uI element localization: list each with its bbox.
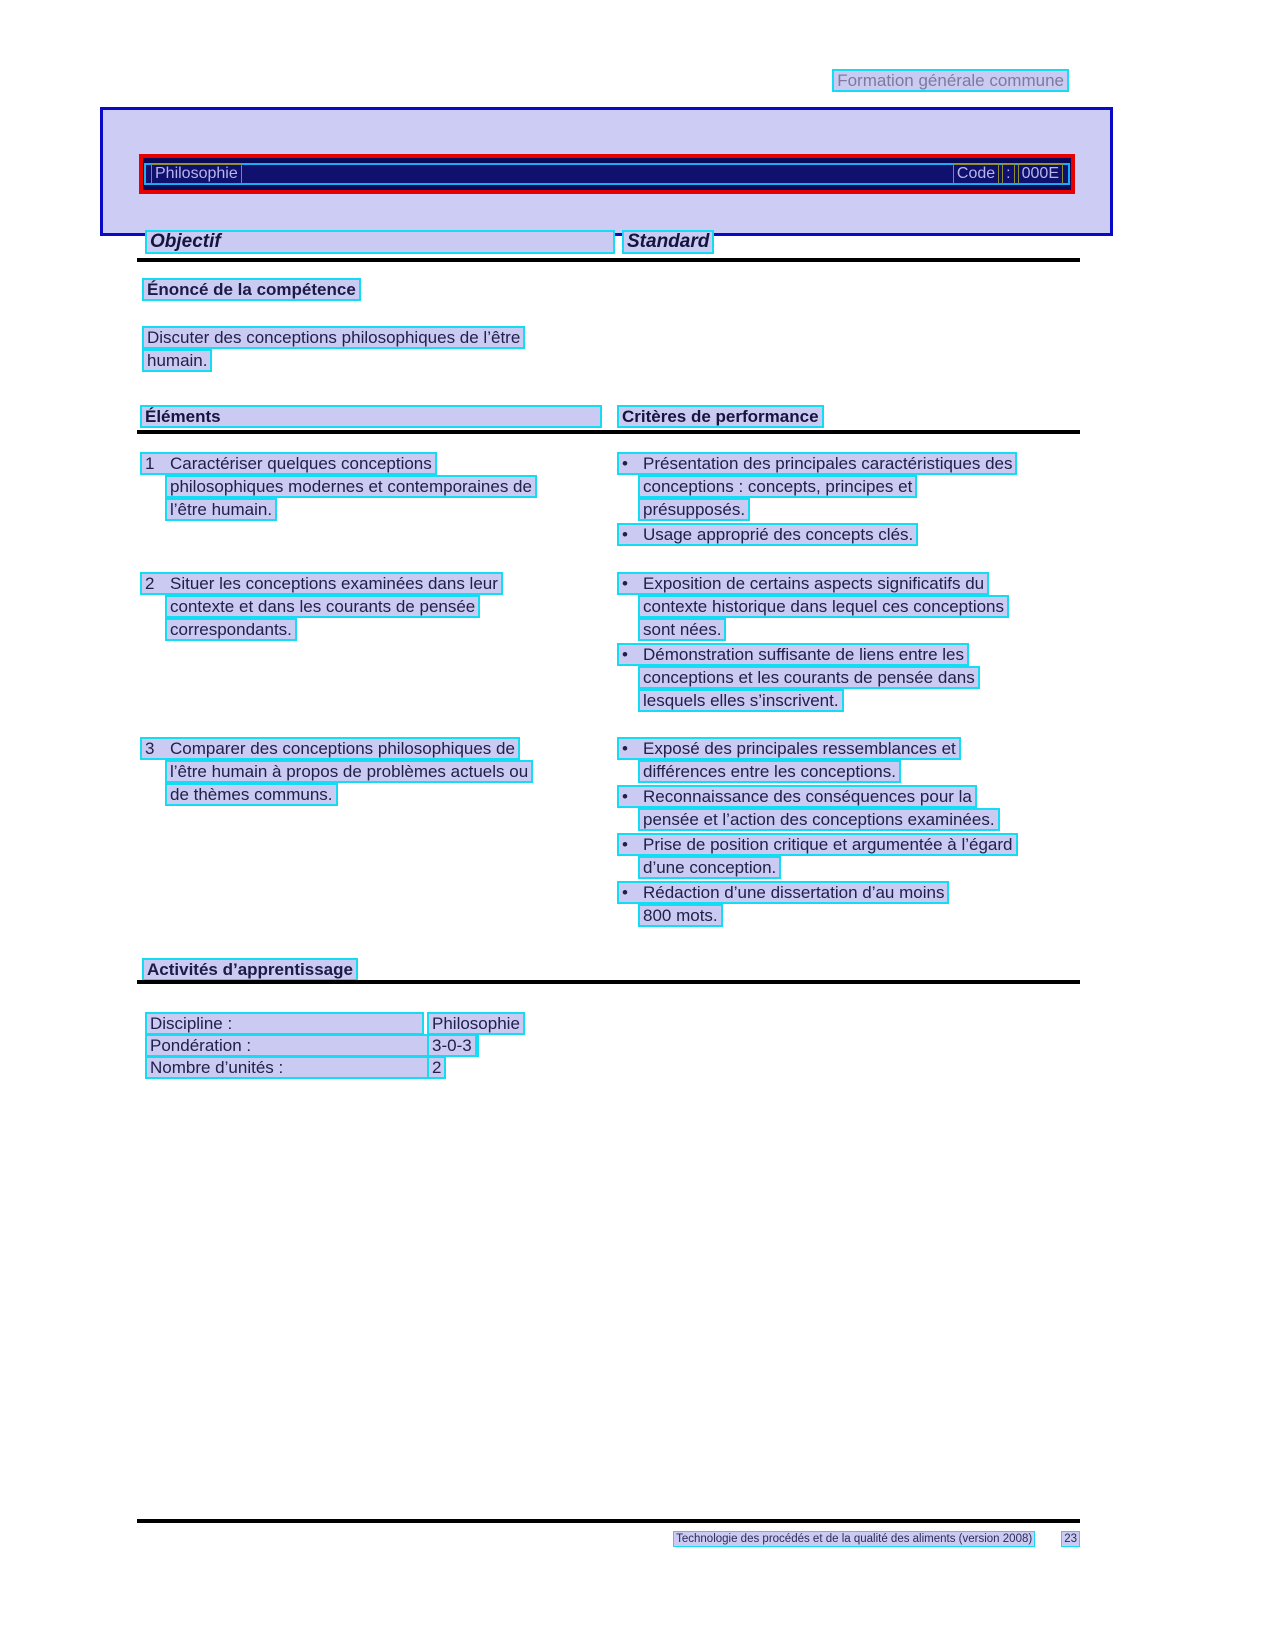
criterion-line: Usage approprié des concepts clés. (643, 525, 914, 544)
criterion-line: Prise de position critique et argumentée à l’égard (643, 835, 1013, 854)
activites-heading: Activités d’apprentissage (142, 958, 358, 981)
divider-rule-activites (137, 980, 1080, 984)
element-number: 3 (145, 739, 155, 758)
field-label: Discipline : (145, 1012, 424, 1035)
competence-line: humain. (142, 349, 212, 372)
activites-heading-row (142, 958, 358, 981)
code-value: 000E (1018, 164, 1063, 184)
divider-rule-top (137, 258, 1080, 262)
element-number: 1 (145, 454, 155, 473)
field-value: 3-0-3 (427, 1034, 477, 1057)
element-line: correspondants. (165, 618, 297, 641)
criterion-line: contexte historique dans lequel ces conceptions (638, 595, 1009, 618)
criterion-line: pensée et l’action des conceptions examinées. (638, 808, 1000, 831)
bullet-icon: • (622, 883, 628, 902)
criterion-line: Démonstration suffisante de liens entre les (643, 645, 964, 664)
element-number: 2 (145, 574, 155, 593)
footer-text: Technologie des procédés et de la qualité des aliments (version 2008) (673, 1531, 1035, 1547)
course-code-group (953, 164, 1063, 184)
criterion-line: lesquels elles s’inscrivent. (638, 689, 844, 712)
competence-heading: Énoncé de la compétence (142, 278, 361, 301)
objectif-heading: Objectif (145, 230, 615, 254)
element-line: contexte et dans les courants de pensée (165, 595, 480, 618)
course-banner-bar (139, 154, 1075, 194)
criterion-line: Présentation des principales caractéristiques des (643, 454, 1013, 473)
bullet-icon: • (622, 645, 628, 664)
element-line: Situer les conceptions examinées dans leur (170, 574, 498, 593)
course-title: Philosophie (151, 164, 242, 184)
competence-heading-row (142, 278, 361, 301)
field-row (145, 1056, 745, 1079)
elements-column-header: Éléments (140, 405, 602, 428)
element-cell (140, 572, 612, 641)
element-line: l’être humain à propos de problèmes actuels ou (165, 760, 533, 783)
criterion-line: Rédaction d’une dissertation d’au moins (643, 883, 945, 902)
footer-page-number: 23 (1061, 1531, 1080, 1547)
field-row (145, 1034, 745, 1057)
running-header-text: Formation générale commune (832, 69, 1069, 92)
criteria-cell (617, 737, 1080, 927)
element-line: philosophiques modernes et contemporaines de (165, 475, 537, 498)
criteria-cell (617, 572, 1080, 712)
criterion-line: conceptions et les courants de pensée dans (638, 666, 980, 689)
course-banner-line (144, 163, 1070, 185)
criteres-column-header: Critères de performance (617, 405, 824, 428)
criterion-line: Exposition de certains aspects significatifs du (643, 574, 985, 593)
criterion-line: d’une conception. (638, 856, 781, 879)
competence-statement (142, 326, 525, 372)
code-label: Code (953, 164, 999, 184)
criterion-line: conceptions : concepts, principes et (638, 475, 917, 498)
field-row (145, 1012, 745, 1035)
running-header (832, 69, 1069, 92)
competence-line: Discuter des conceptions philosophiques de l’être (142, 326, 525, 349)
criterion-line: présupposés. (638, 498, 750, 521)
element-line: Comparer des conceptions philosophiques de (170, 739, 515, 758)
standard-heading: Standard (622, 230, 714, 254)
criterion-line: Reconnaissance des conséquences pour la (643, 787, 972, 806)
field-value: 2 (427, 1056, 446, 1079)
bullet-icon: • (622, 525, 628, 544)
element-line: l’être humain. (165, 498, 277, 521)
criterion-line: différences entre les conceptions. (638, 760, 901, 783)
element-line: de thèmes communs. (165, 783, 338, 806)
element-cell (140, 452, 612, 521)
criterion-line: 800 mots. (638, 904, 723, 927)
code-separator: : (1002, 164, 1014, 184)
page-footer (137, 1531, 1080, 1547)
bullet-icon: • (622, 574, 628, 593)
field-label: Nombre d’unités : (145, 1056, 437, 1079)
bullet-icon: • (622, 787, 628, 806)
criteria-cell (617, 452, 1080, 546)
element-cell (140, 737, 612, 806)
bullet-icon: • (622, 454, 628, 473)
divider-rule-footer (137, 1519, 1080, 1523)
divider-rule-table (137, 430, 1080, 434)
elements-table-header (140, 405, 1080, 430)
bullet-icon: • (622, 835, 628, 854)
objectif-standard-row (145, 230, 1088, 256)
course-banner-panel (100, 107, 1113, 236)
field-value: Philosophie (427, 1012, 525, 1035)
bullet-icon: • (622, 739, 628, 758)
field-label: Pondération : (145, 1034, 479, 1057)
element-line: Caractériser quelques conceptions (170, 454, 432, 473)
criterion-line: Exposé des principales ressemblances et (643, 739, 956, 758)
criterion-line: sont nées. (638, 618, 726, 641)
